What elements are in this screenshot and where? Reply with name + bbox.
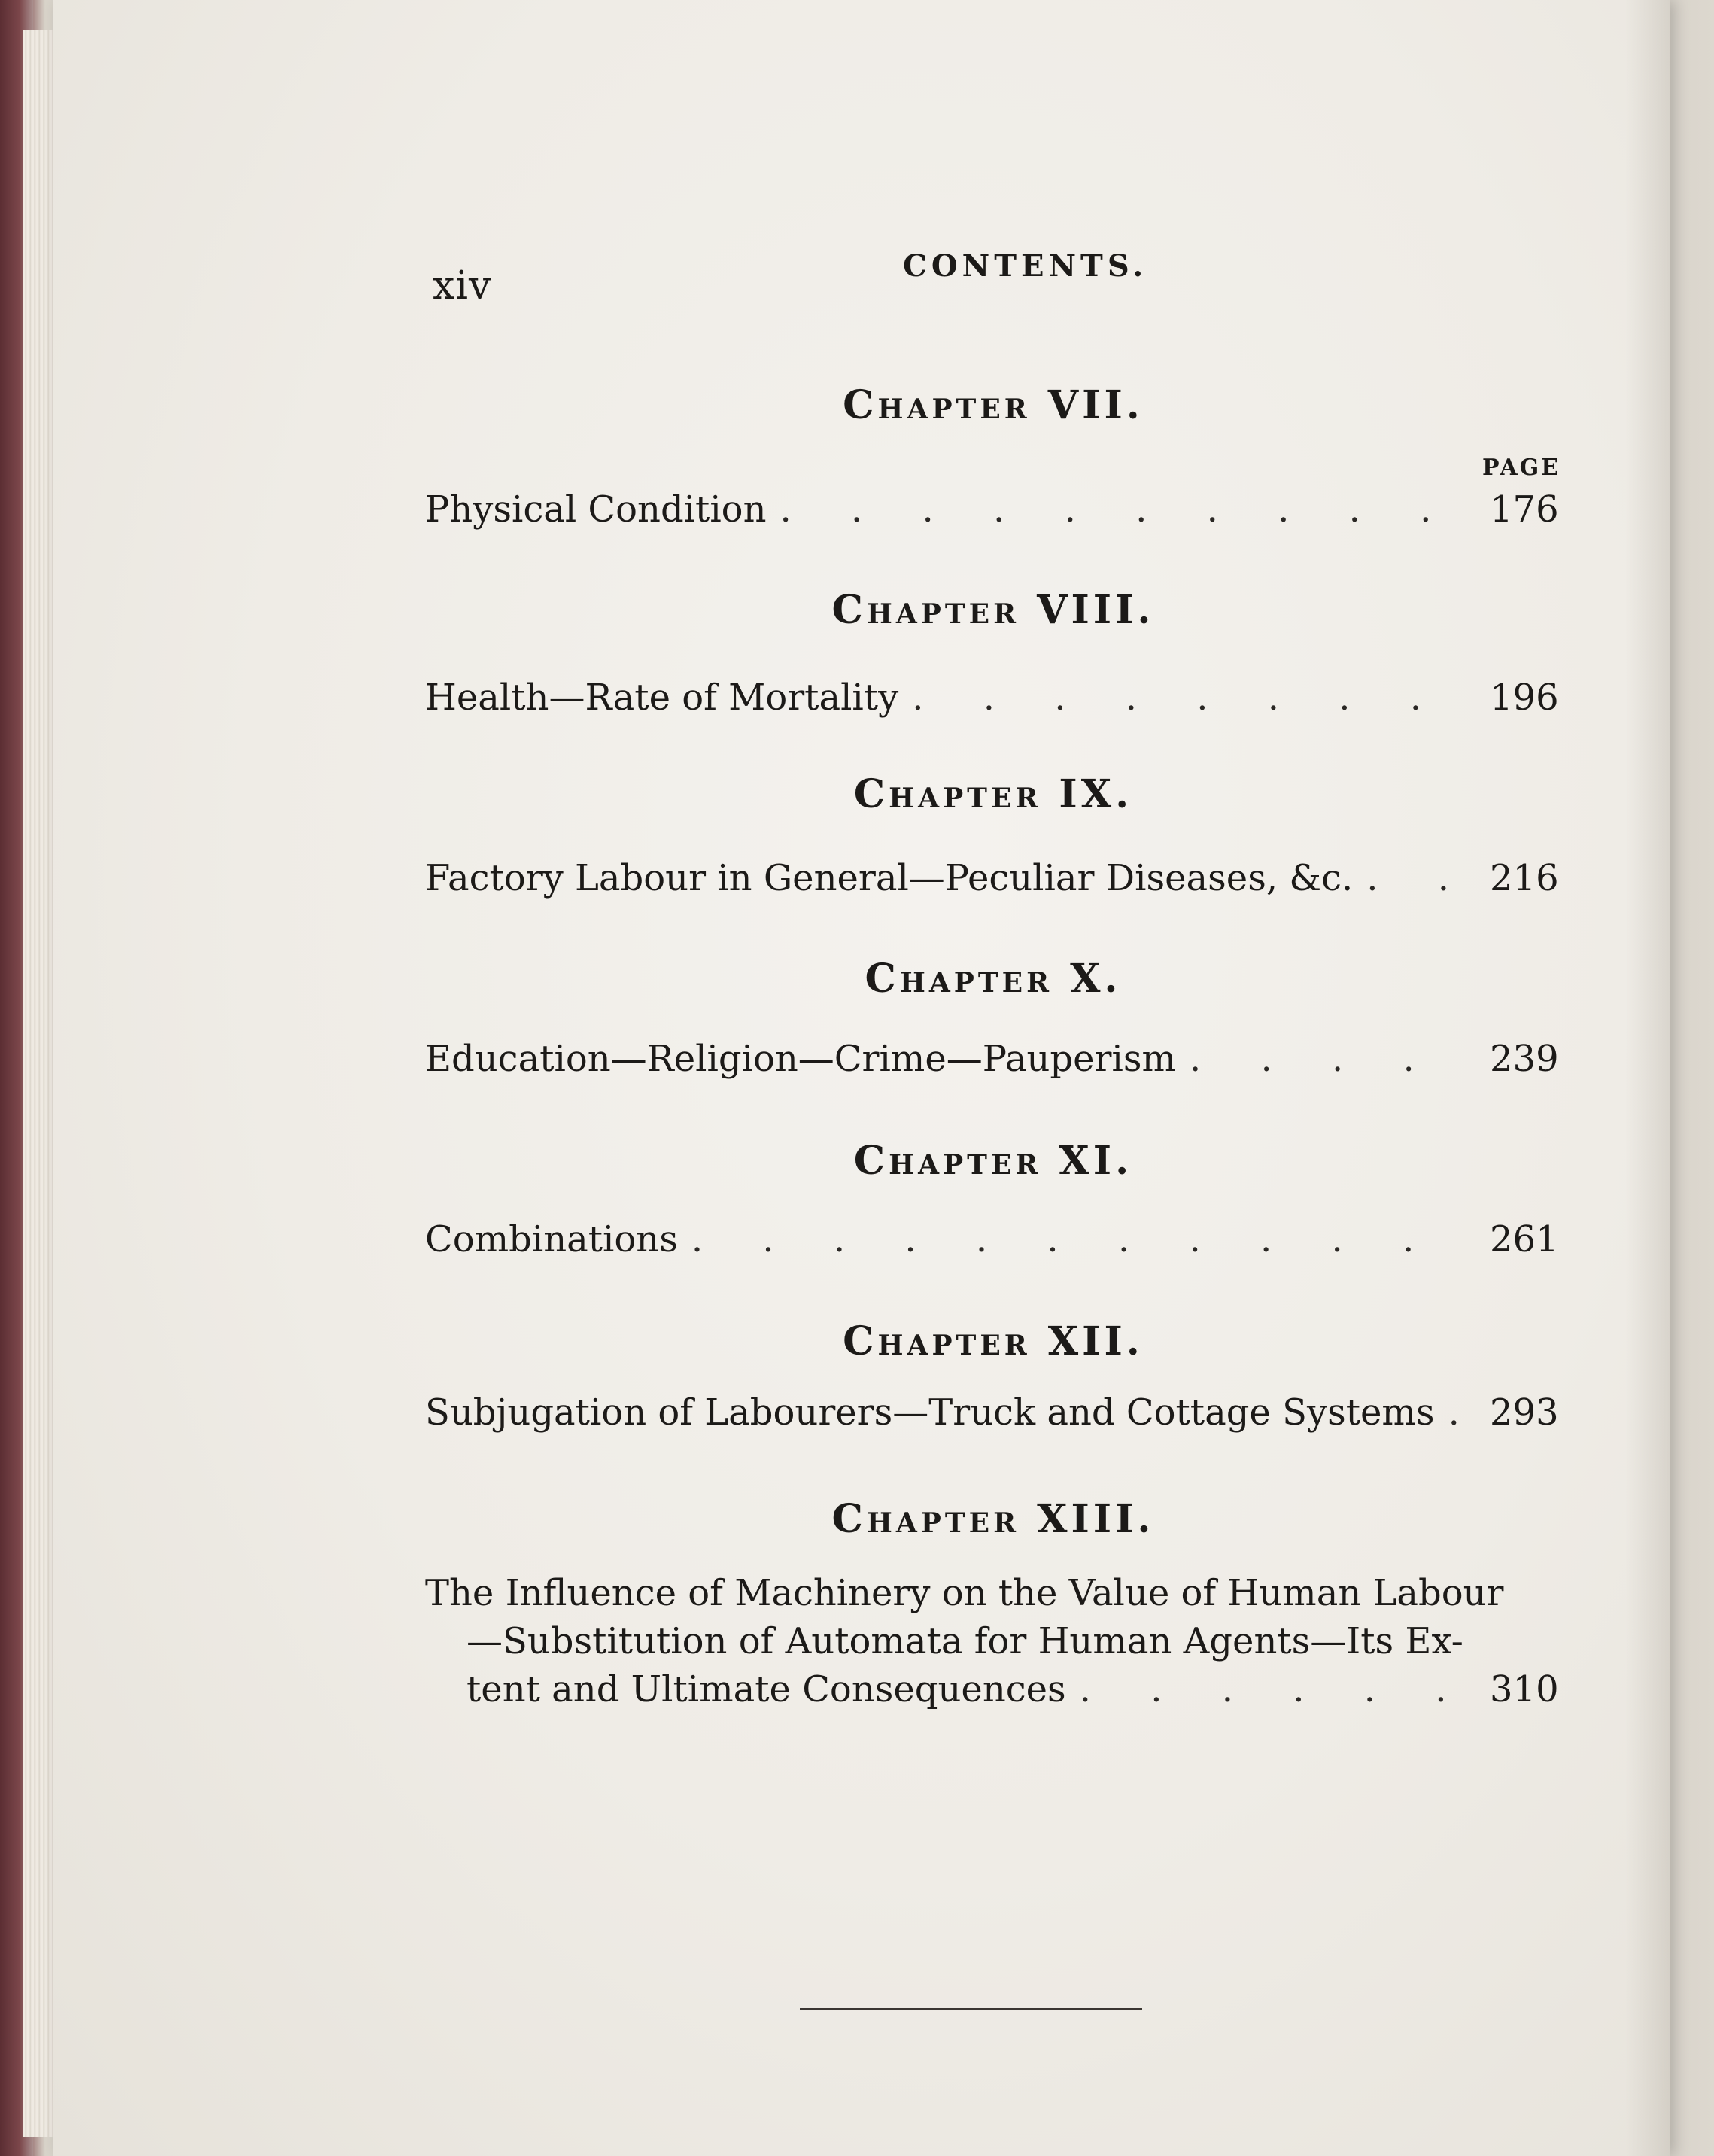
toc-entry-title-line: tent and Ultimate Consequences <box>466 1668 1066 1711</box>
toc-entry <box>425 854 1557 902</box>
toc-entry-page: 239 <box>1490 1038 1559 1080</box>
page-column-label: PAGE <box>1482 455 1561 481</box>
toc-entry-title: Combinations <box>425 1218 678 1260</box>
toc-entry-page: 261 <box>1490 1218 1559 1260</box>
toc-entry <box>425 1388 1557 1437</box>
toc-entry <box>466 1665 1557 1714</box>
toc-entry-title-line: —Substitution of Automata for Human Agents—Its Ex- <box>466 1620 1463 1662</box>
toc-entry-multiline <box>425 1569 1557 1665</box>
toc-entry-title: Physical Condition <box>425 488 767 531</box>
dot-leader <box>1448 1388 1475 1437</box>
running-head-title: CONTENTS. <box>903 248 1148 284</box>
dot-leader <box>1190 1035 1475 1083</box>
dot-leader <box>691 1215 1475 1263</box>
toc-entry <box>425 674 1557 722</box>
toc-entry-page: 310 <box>1490 1668 1559 1711</box>
dot-leader <box>1080 1665 1475 1714</box>
toc-entry <box>425 485 1557 534</box>
dot-leader <box>1366 854 1475 902</box>
dot-leader <box>780 485 1475 534</box>
closing-rule <box>800 2008 1142 2010</box>
chapter-heading: Chapter VIII. <box>831 587 1155 633</box>
chapter-heading: Chapter VII. <box>843 382 1144 428</box>
toc-entry-title: Factory Labour in General—Peculiar Diseases, &c. <box>425 857 1354 899</box>
page-curl-shadow <box>1625 0 1670 2156</box>
toc-entry-page: 176 <box>1490 488 1559 531</box>
toc-entry-title: Education—Religion—Crime—Pauperism <box>425 1038 1176 1080</box>
chapter-heading: Chapter XII. <box>843 1318 1144 1364</box>
toc-entry-page: 216 <box>1490 857 1559 899</box>
toc-entry-title: Health—Rate of Mortality <box>425 677 899 719</box>
dot-leader <box>912 674 1475 722</box>
toc-entry <box>425 1035 1557 1083</box>
chapter-heading: Chapter IX. <box>853 771 1133 817</box>
chapter-heading: Chapter X. <box>865 956 1122 1002</box>
chapter-heading: Chapter XIII. <box>831 1496 1155 1542</box>
toc-entry-page: 196 <box>1490 677 1559 719</box>
running-head <box>0 241 1714 309</box>
toc-entry-page: 293 <box>1490 1391 1559 1434</box>
toc-entry <box>425 1215 1557 1263</box>
toc-entry-title-line: The Influence of Machinery on the Value of Human Labour <box>425 1572 1504 1614</box>
page-folio: xiv <box>433 263 492 309</box>
chapter-heading: Chapter XI. <box>853 1138 1133 1184</box>
toc-entry-title: Subjugation of Labourers—Truck and Cottage Systems <box>425 1391 1435 1434</box>
